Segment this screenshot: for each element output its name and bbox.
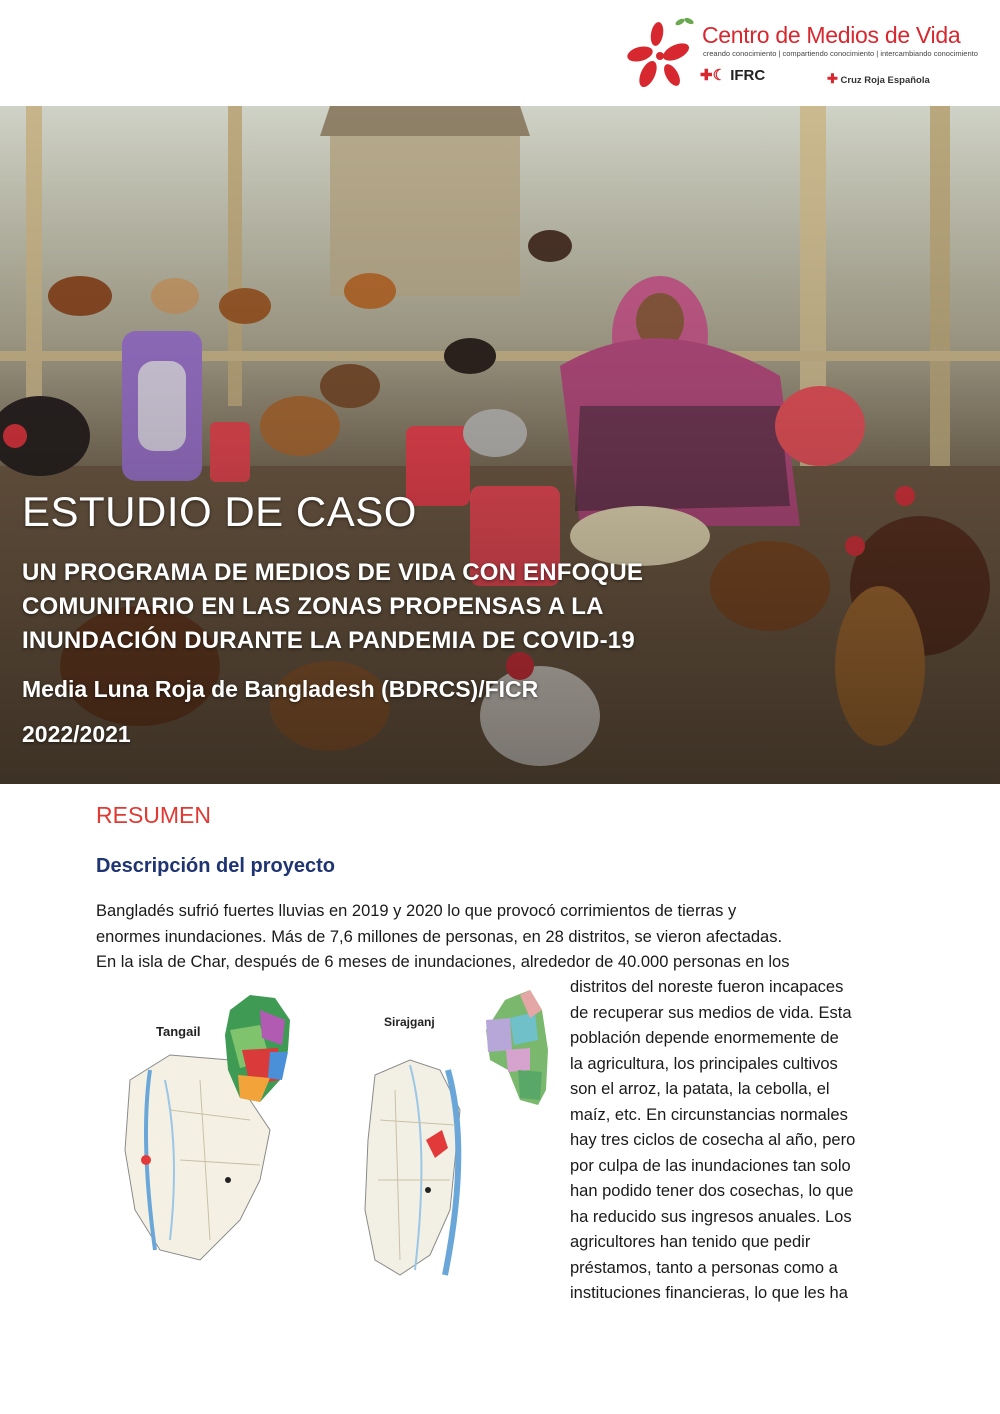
text-line: instituciones financieras, lo que les ha [570,1284,848,1302]
subtitle-line: INUNDACIÓN DURANTE LA PANDEMIA DE COVID-19 [22,627,635,654]
doc-type-title: ESTUDIO DE CASO [22,488,417,535]
subsection-heading: Descripción del proyecto [96,855,335,877]
text-line: son el arroz, la patata, la cebolla, el [570,1080,830,1098]
subtitle-line: COMUNITARIO EN LAS ZONAS PROPENSAS A LA [22,593,604,620]
text-line: agricultores han tenido que pedir [570,1233,811,1251]
partner-label: Cruz Roja Española [840,75,930,86]
text-line: la agricultura, los principales cultivos [570,1054,838,1073]
text-line: ha reducido sus ingresos anuales. Los [570,1207,852,1226]
sirajganj-map [365,990,548,1275]
section-heading: RESUMEN [96,802,212,828]
hero-photo [0,106,1000,784]
text-line: hay tres ciclos de cosecha al año, pero [570,1131,856,1149]
subtitle-line: UN PROGRAMA DE MEDIOS DE VIDA CON ENFOQUE [22,559,644,586]
text-line: Bangladés sufrió fuertes lluvias en 2019 y 2020 lo que provocó corrimientos de tierras y [96,902,737,920]
logo-title: Centro de Medios de Vida [702,22,961,48]
tangail-map [125,995,290,1260]
partner-logo [827,71,930,87]
map-label-tangail: Tangail [156,1024,201,1039]
map-label-sirajganj: Sirajganj [384,1015,435,1029]
ifrc-logo [700,66,765,84]
paragraph-column [570,975,855,1307]
red-cross-icon: ✚ [827,71,838,86]
logo-tagline: creando conocimiento | compartiendo conocimiento | intercambiando conocimiento [703,49,978,58]
text-line: población depende enormemente de [570,1029,839,1047]
logo [612,8,978,92]
text-line: de recuperar sus medios de vida. Esta [570,1003,852,1022]
flower-logo-icon [620,12,700,92]
paragraph-full-width [96,899,789,976]
text-line: En la isla de Char, después de 6 meses de inundaciones, alrededor de 40.000 personas en los [96,953,790,971]
year: 2022/2021 [22,721,131,747]
text-line: préstamos, tanto a personas como a [570,1258,838,1277]
text-line: han podido tener dos cosechas, lo que [570,1182,854,1200]
text-line: enormes inundaciones. Más de 7,6 millones de personas, en 28 distritos, se vieron afectadas. [96,927,783,946]
text-line: por culpa de las inundaciones tan solo [570,1156,851,1175]
organization: Media Luna Roja de Bangladesh (BDRCS)/FICR [22,676,539,702]
text-line: maíz, etc. En circunstancias normales [570,1105,848,1124]
red-cross-crescent-icon: ✚☾ [700,67,727,84]
ifrc-label: IFRC [730,67,766,84]
district-maps [110,990,560,1290]
text-line: distritos del noreste fueron incapaces [570,978,844,996]
